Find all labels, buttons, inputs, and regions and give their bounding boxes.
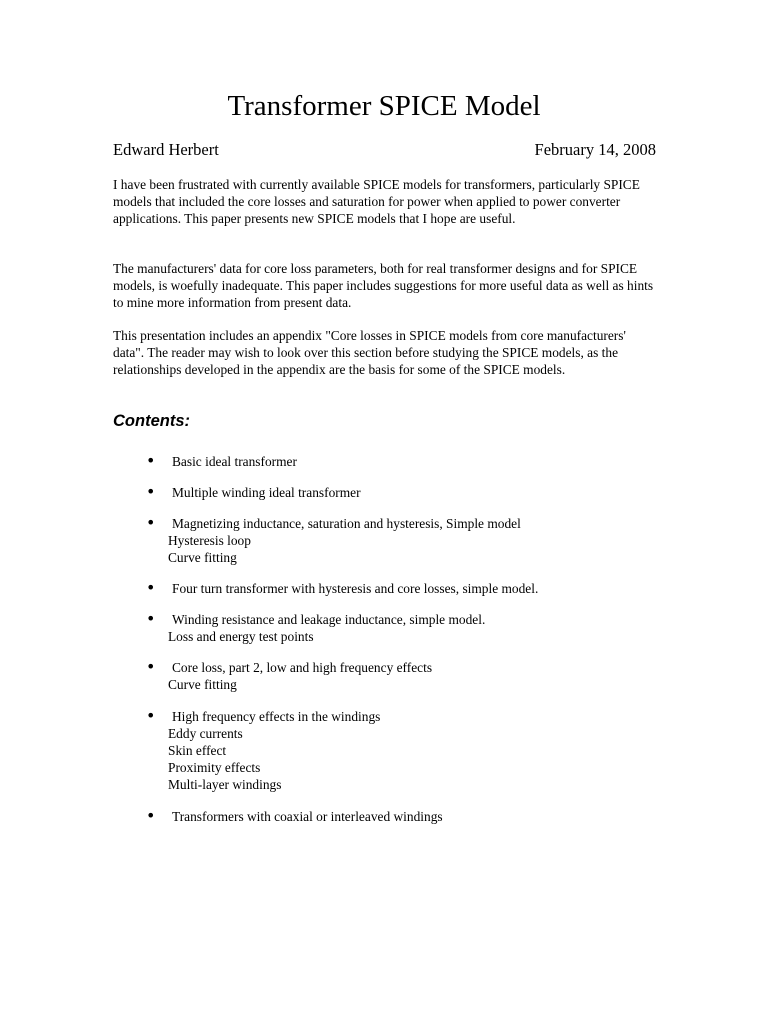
contents-item-title: High frequency effects in the windings xyxy=(172,709,381,724)
contents-subitem: Curve fitting xyxy=(168,550,237,565)
bullet-icon: • xyxy=(146,482,156,501)
contents-subitem: Curve fitting xyxy=(168,677,237,692)
author-name: Edward Herbert xyxy=(113,140,219,159)
contents-item xyxy=(146,611,666,645)
intro-paragraph: I have been frustrated with currently available SPICE models for transformers, particularly SPICE models that included the core losses and saturation for power when applied to power converter applications. This paper presents new SPICE models that I hope are useful. xyxy=(113,177,640,226)
bullet-icon: • xyxy=(146,806,156,825)
bullet-icon: • xyxy=(146,657,156,676)
document-date: February 14, 2008 xyxy=(534,140,656,159)
contents-item-title: Transformers with coaxial or interleaved windings xyxy=(172,809,443,824)
data-paragraph: The manufacturers' data for core loss parameters, both for real transformer designs and for SPICE models, is woefully inadequate. This paper includes suggestions for more useful data as well as hints to mine more information from present data. xyxy=(113,261,654,310)
bullet-icon: • xyxy=(146,706,156,725)
contents-item xyxy=(146,515,666,566)
contents-subitem: Hysteresis loop xyxy=(168,533,251,548)
appendix-paragraph: This presentation includes an appendix "Core losses in SPICE models from core manufacturers' data". The reader may wish to look over this section before studying the SPICE models, as the relationships developed in the appendix are the basis for some of the SPICE models. xyxy=(113,328,626,377)
bullet-icon: • xyxy=(146,609,156,628)
contents-item-title: Winding resistance and leakage inductance, simple model. xyxy=(172,612,486,627)
contents-item-title: Core loss, part 2, low and high frequency effects xyxy=(172,660,433,675)
contents-subitem-list xyxy=(146,676,666,693)
contents-item-title: Basic ideal transformer xyxy=(172,454,297,469)
bullet-icon: • xyxy=(146,578,156,597)
contents-subitem: Skin effect xyxy=(168,743,227,758)
contents-item xyxy=(146,708,666,793)
contents-item-title: Four turn transformer with hysteresis and core losses, simple model. xyxy=(172,581,539,596)
contents-item xyxy=(146,484,666,501)
document-title: Transformer SPICE Model xyxy=(227,90,541,122)
contents-item xyxy=(146,808,666,825)
contents-subitem: Loss and energy test points xyxy=(168,629,314,644)
contents-item xyxy=(146,453,666,470)
contents-subitem-list xyxy=(146,532,666,566)
contents-item xyxy=(146,580,666,597)
bullet-icon: • xyxy=(146,451,156,470)
contents-subitem-list xyxy=(146,628,666,645)
bullet-icon: • xyxy=(146,513,156,532)
contents-subitem-list xyxy=(146,725,666,793)
contents-subitem: Eddy currents xyxy=(168,726,243,741)
contents-item-title: Magnetizing inductance, saturation and hysteresis, Simple model xyxy=(172,516,521,531)
contents-item-title: Multiple winding ideal transformer xyxy=(172,485,361,500)
contents-subitem: Multi-layer windings xyxy=(168,777,282,792)
contents-item xyxy=(146,659,666,693)
contents-heading: Contents: xyxy=(113,412,190,430)
contents-subitem: Proximity effects xyxy=(168,760,261,775)
